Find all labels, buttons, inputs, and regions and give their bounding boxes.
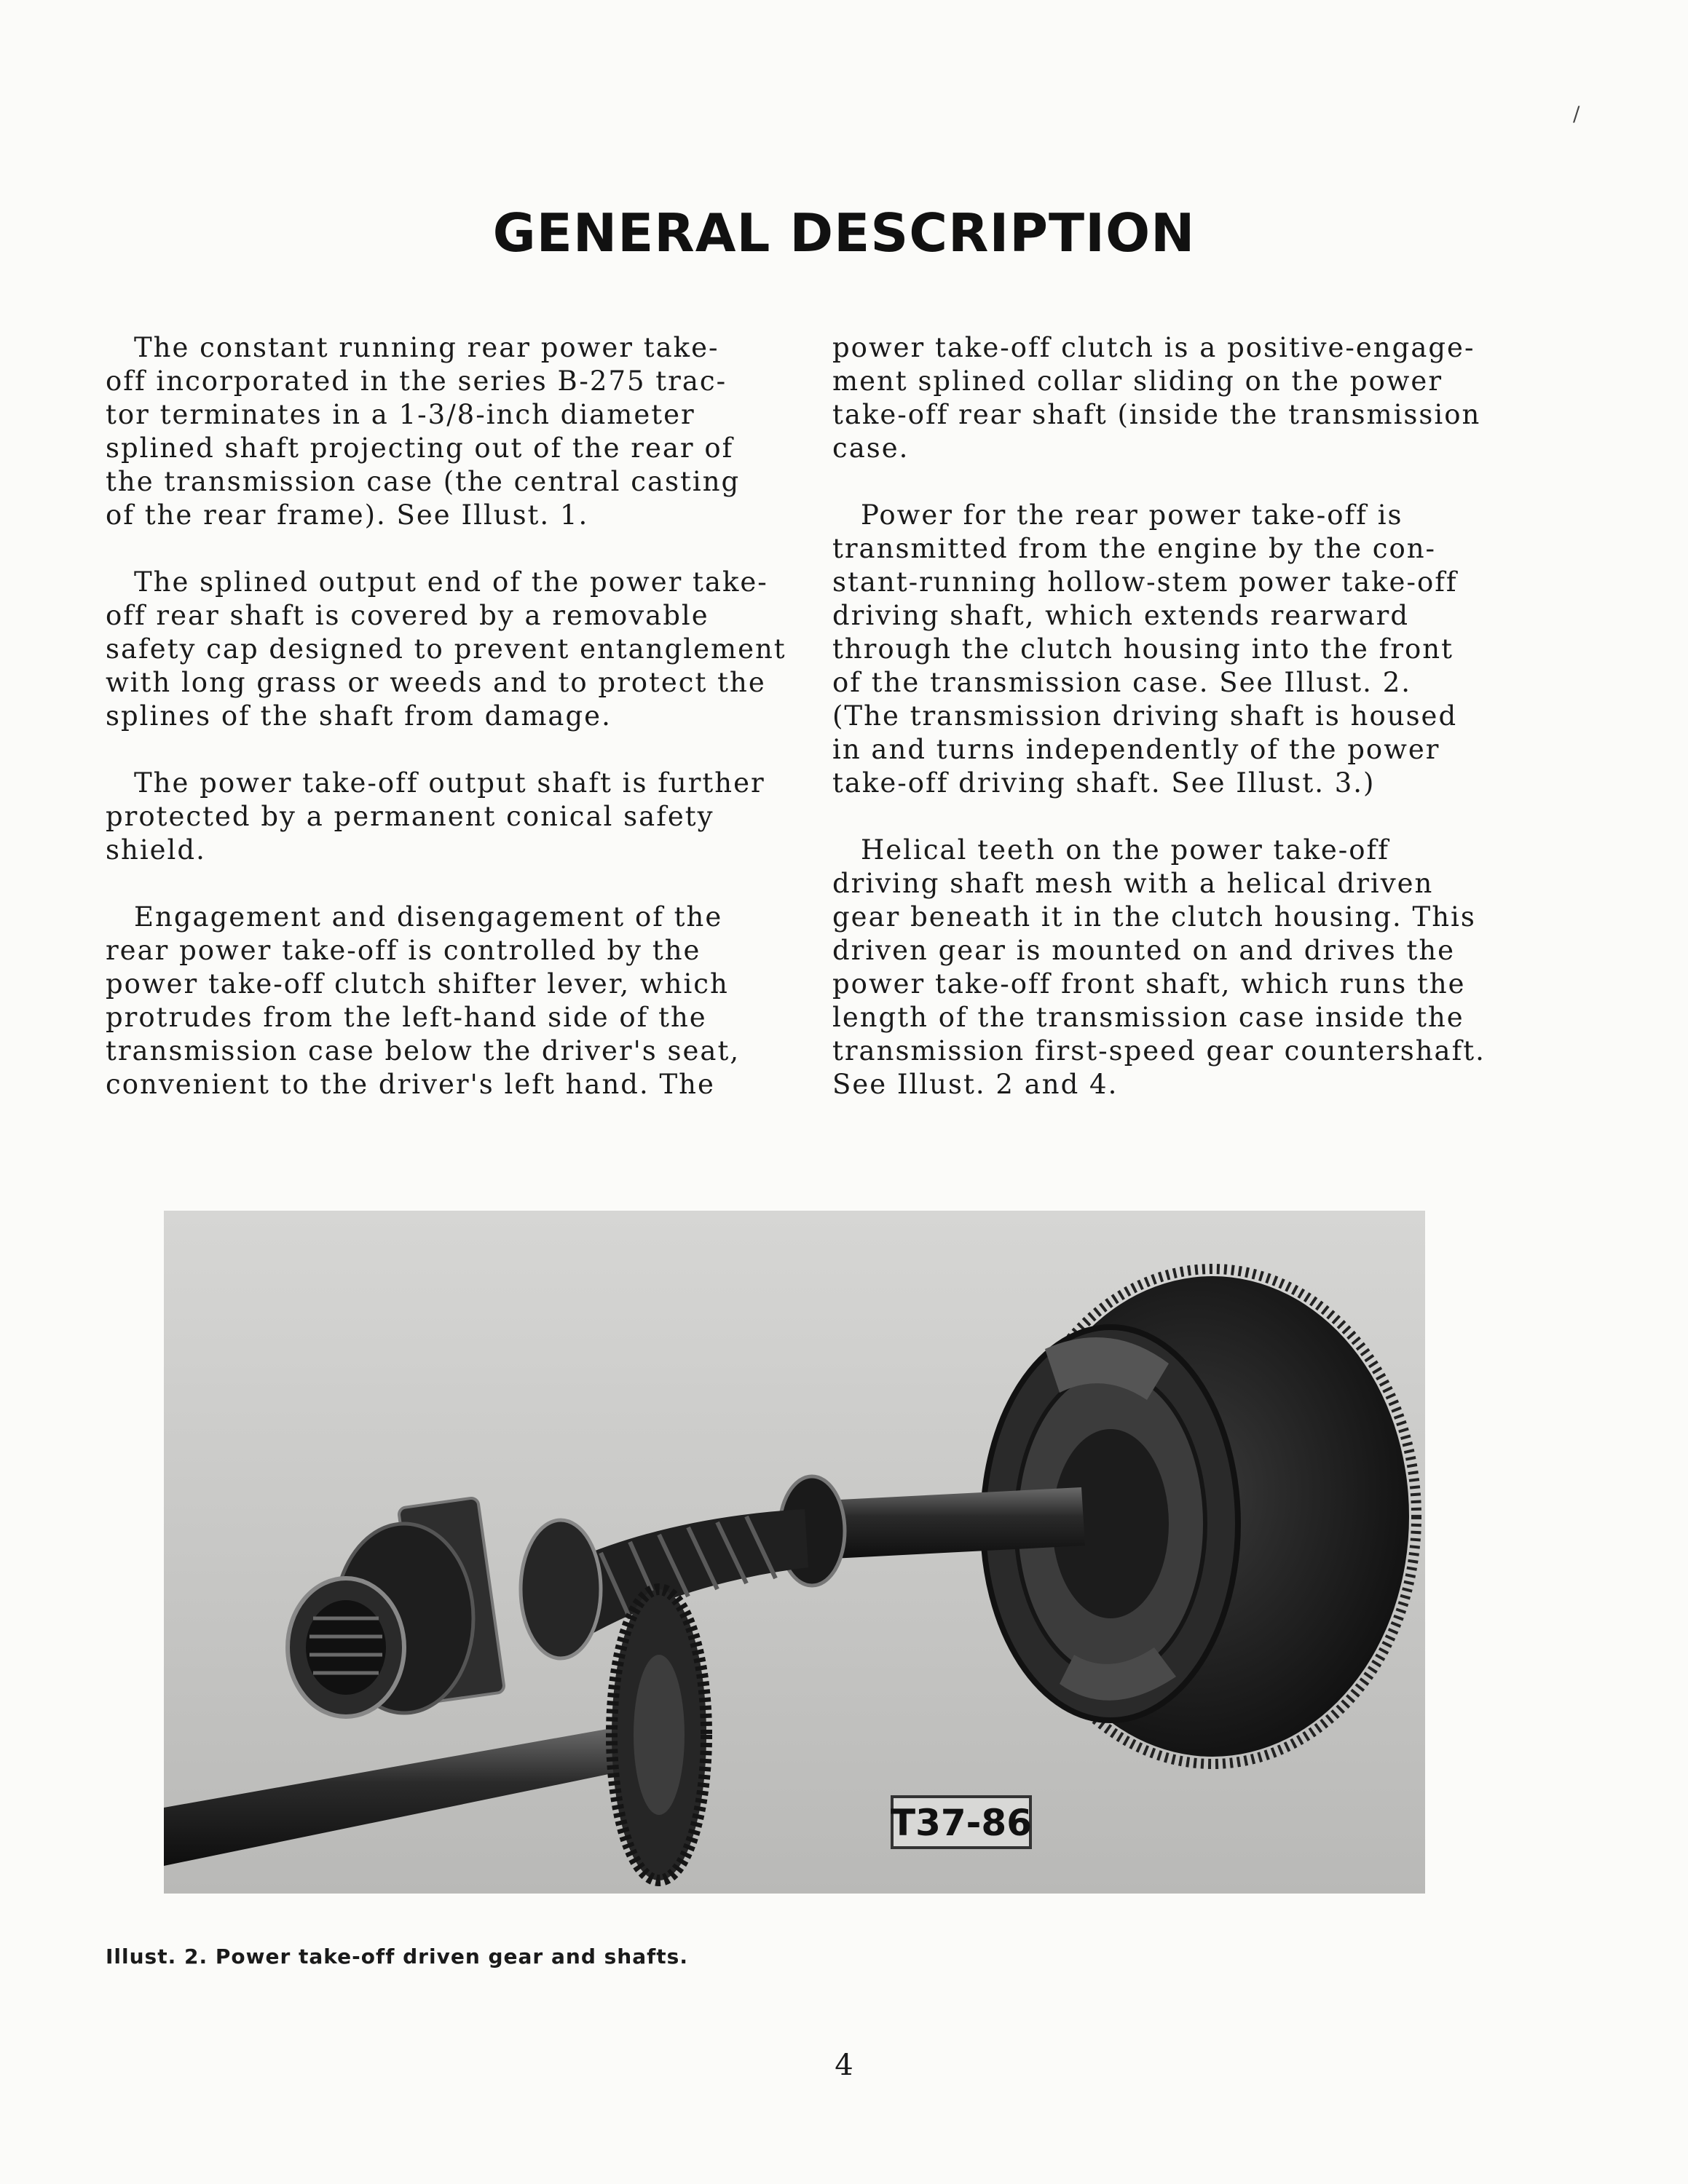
text-line: transmitted from the engine by the con- — [832, 533, 1437, 564]
text-line: tor terminates in a 1-3/8-inch diameter — [106, 399, 695, 430]
text-line: transmission case below the driver's seat, — [106, 1035, 741, 1067]
text-line: protrudes from the left-hand side of the — [106, 1002, 707, 1033]
text-line: safety cap designed to prevent entanglement — [106, 633, 786, 665]
left-column — [106, 331, 786, 1135]
text-line: length of the transmission case inside the — [832, 1002, 1464, 1033]
text-line: with long grass or weeds and to protect the — [106, 667, 766, 698]
text-line: power take-off clutch is a positive-engage- — [832, 332, 1475, 363]
paragraph — [106, 331, 776, 532]
text-line: Engagement and disengagement of the — [106, 901, 723, 933]
text-line: driving shaft mesh with a helical driven — [832, 868, 1434, 899]
text-line: off rear shaft is covered by a removable — [106, 600, 709, 631]
text-line: shield. — [106, 834, 206, 866]
text-line: take-off rear shaft (inside the transmission — [832, 399, 1481, 430]
text-line: in and turns independently of the power — [832, 734, 1440, 765]
text-line: driving shaft, which extends rearward — [832, 600, 1410, 631]
page-number: 4 — [835, 2049, 853, 2082]
text-line: protected by a permanent conical safety — [106, 801, 714, 832]
text-line: of the transmission case. See Illust. 2. — [832, 667, 1411, 698]
text-line: (The transmission driving shaft is housed — [832, 700, 1458, 732]
text-line: of the rear frame). See Illust. 1. — [106, 499, 589, 531]
paragraph — [106, 566, 786, 733]
text-line: rear power take-off is controlled by the — [106, 935, 701, 966]
text-line: driven gear is mounted on and drives the — [832, 935, 1456, 966]
figure-caption: Illust. 2. Power take-off driven gear and shafts. — [106, 1944, 688, 1969]
text-line: Helical teeth on the power take-off — [832, 834, 1389, 866]
text-line: gear beneath it in the clutch housing. This — [832, 901, 1476, 933]
text-line: take-off driving shaft. See Illust. 3.) — [832, 767, 1376, 799]
text-line: The splined output end of the power take- — [106, 566, 768, 598]
text-line: transmission first-speed gear countershaft. — [832, 1035, 1486, 1067]
page-title: GENERAL DESCRIPTION — [492, 202, 1196, 264]
text-line: power take-off clutch shifter lever, which — [106, 968, 729, 1000]
right-column — [832, 331, 1582, 1135]
text-line: splines of the shaft from damage. — [106, 700, 612, 732]
illustration-photo — [164, 1211, 1425, 1894]
paragraph — [106, 901, 776, 1101]
text-line: stant-running hollow-stem power take-off — [832, 566, 1458, 598]
text-line: The constant running rear power take- — [106, 332, 719, 363]
text-line: Power for the rear power take-off is — [832, 499, 1403, 531]
text-line: case. — [832, 432, 910, 464]
text-line: splined shaft projecting out of the rear of — [106, 432, 734, 464]
text-line: See Illust. 2 and 4. — [832, 1069, 1119, 1100]
photo-label: T37-86 — [890, 1802, 1033, 1844]
text-line: through the clutch housing into the front — [832, 633, 1454, 665]
text-line: The power take-off output shaft is further — [106, 767, 765, 799]
paragraph — [832, 331, 1582, 465]
text-line: off incorporated in the series B-275 trac- — [106, 365, 727, 397]
text-line: the transmission case (the central casting — [106, 466, 741, 497]
text-line: power take-off front shaft, which runs the — [832, 968, 1466, 1000]
text-line: ment splined collar sliding on the power — [832, 365, 1443, 397]
paragraph — [832, 834, 1582, 1101]
corner-mark: / — [1573, 102, 1580, 126]
paragraph — [832, 499, 1582, 800]
paragraph — [106, 767, 776, 867]
text-line: convenient to the driver's left hand. The — [106, 1069, 715, 1100]
